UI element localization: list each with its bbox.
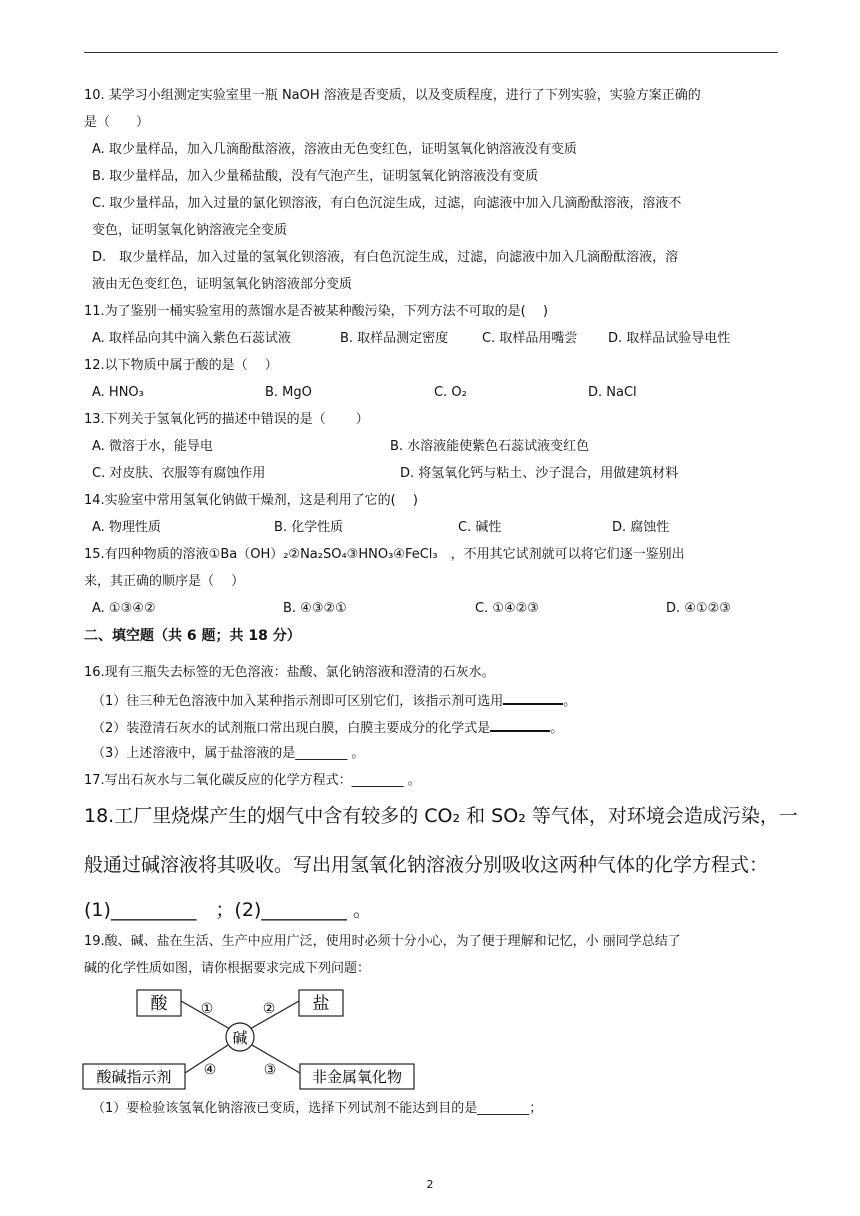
q16-part1-blank bbox=[503, 691, 563, 705]
q10-option-d-line1: D. 取少量样品，加入过量的氢氧化钡溶液，有白色沉淀生成，过滤，向滤液中加入几滴酚酞溶液，溶 bbox=[92, 250, 679, 265]
q14-option-c: C. 碱性 bbox=[458, 520, 502, 535]
q13-option-c: C. 对皮肤、衣服等有腐蚀作用 bbox=[92, 466, 266, 481]
q16-part2-end: 。 bbox=[550, 721, 564, 736]
q11-stem: 11.为了鉴别一桶实验室用的蒸馏水是否被某种酸污染，下列方法不可取的是( ) bbox=[84, 304, 548, 319]
q12-option-d: D. NaCl bbox=[588, 385, 637, 400]
q15-option-a: A. ①③④② bbox=[92, 601, 156, 616]
q19-stem-line1: 19.酸、碱、盐在生活、生产中应用广泛，使用时必须十分小心，为了便于理解和记忆，小 丽同学总结了 bbox=[84, 934, 681, 949]
q14-option-b: B. 化学性质 bbox=[274, 520, 344, 535]
q10-stem-line1: 10. 某学习小组测定实验室里一瓶 NaOH 溶液是否变质，以及变质程度，进行了下列实验，实验方案正确的 bbox=[84, 88, 701, 103]
q16-stem: 16.现有三瓶失去标签的无色溶液：盐酸、氯化钠溶液和澄清的石灰水。 bbox=[84, 665, 495, 680]
salt-label: 盐 bbox=[312, 994, 330, 1014]
q17-stem: 17.写出石灰水与二氧化碳反应的化学方程式：________ 。 bbox=[84, 773, 421, 788]
q11-option-d: D. 取样品试验导电性 bbox=[608, 331, 731, 346]
diagram-number-3: ③ bbox=[263, 1062, 277, 1078]
q15-option-d: D. ④①②③ bbox=[666, 601, 731, 616]
q19-sub1: （1）要检验该氢氧化钠溶液已变质，选择下列试剂不能达到目的是________； bbox=[92, 1101, 543, 1116]
q19-stem-line2: 碱的化学性质如图，请你根据要求完成下列问题： bbox=[84, 961, 371, 976]
q13-stem: 13.下列关于氢氧化钙的描述中错误的是（ ） bbox=[84, 412, 369, 427]
q10-stem-line2: 是（ ） bbox=[84, 115, 150, 130]
q14-option-a: A. 物理性质 bbox=[92, 520, 161, 535]
q18-line3: (1)_________ ；(2)_________ 。 bbox=[84, 899, 372, 921]
q13-option-d: D. 将氢氧化钙与粘土、沙子混合，用做建筑材料 bbox=[400, 466, 679, 481]
q15-option-b: B. ④③②① bbox=[283, 601, 347, 616]
q15-stem-line1: 15.有四种物质的溶液①Ba（OH）₂②Na₂SO₄③HNO₃④FeCl₃ ，不用其它试剂就可以将它们逐一鉴别出 bbox=[84, 547, 685, 562]
q16-part1 bbox=[92, 691, 576, 711]
acid-label: 酸 bbox=[150, 994, 168, 1014]
q16-part2-text: （2）装澄清石灰水的试剂瓶口常出现白膜，白膜主要成分的化学式是 bbox=[92, 721, 491, 736]
q10-option-c-line1: C. 取少量样品，加入过量的氯化钡溶液，有白色沉淀生成，过滤，向滤液中加入几滴酚酞溶液，溶液不 bbox=[92, 196, 682, 211]
q18-line1: 18.工厂里烧煤产生的烟气中含有较多的 CO₂ 和 SO₂ 等气体，对环境会造成污染，一 bbox=[84, 805, 798, 827]
nonmetal-oxide-label: 非金属氧化物 bbox=[311, 1068, 403, 1086]
page-number: 2 bbox=[426, 1178, 434, 1191]
q16-part1-end: 。 bbox=[563, 694, 577, 709]
q11-option-c: C. 取样品用嘴尝 bbox=[482, 331, 578, 346]
q12-option-a: A. HNO₃ bbox=[92, 385, 144, 400]
q16-part1-text: （1）往三种无色溶液中加入某种指示剂即可区别它们，该指示剂可选用 bbox=[92, 694, 504, 709]
q15-option-c: C. ①④②③ bbox=[475, 601, 539, 616]
q18-line2: 般通过碱溶液将其吸收。写出用氢氧化钠溶液分别吸收这两种气体的化学方程式： bbox=[84, 854, 769, 876]
q12-stem: 12.以下物质中属于酸的是（ ） bbox=[84, 358, 278, 373]
indicator-label: 酸碱指示剂 bbox=[96, 1068, 172, 1086]
diagram-number-4: ④ bbox=[203, 1062, 217, 1078]
diagram-number-2: ② bbox=[262, 1001, 276, 1017]
q12-option-c: C. O₂ bbox=[434, 385, 467, 400]
q15-stem-line2: 来，其正确的顺序是（ ） bbox=[84, 574, 245, 589]
base-properties-diagram bbox=[80, 985, 430, 1093]
q14-stem: 14.实验室中常用氢氧化钠做干燥剂，这是利用了它的( ) bbox=[84, 493, 418, 508]
q13-option-b: B. 水溶液能使紫色石蕊试液变红色 bbox=[390, 439, 590, 454]
q16-part2 bbox=[92, 718, 563, 738]
base-label: 碱 bbox=[232, 1029, 248, 1047]
q12-option-b: B. MgO bbox=[265, 385, 312, 400]
q16-part3: （3）上述溶液中，属于盐溶液的是________ 。 bbox=[92, 746, 365, 761]
q11-option-a: A. 取样品向其中滴入紫色石蕊试液 bbox=[92, 331, 291, 346]
q10-option-d-line2: 液由无色变红色，证明氢氧化钠溶液部分变质 bbox=[92, 277, 353, 292]
q13-option-a: A. 微溶于水，能导电 bbox=[92, 439, 213, 454]
q10-option-b: B. 取少量样品，加入少量稀盐酸，没有气泡产生，证明氢氧化钠溶液没有变质 bbox=[92, 169, 539, 184]
q11-option-b: B. 取样品测定密度 bbox=[340, 331, 449, 346]
q14-option-d: D. 腐蚀性 bbox=[612, 520, 670, 535]
diagram-number-1: ① bbox=[200, 1001, 214, 1017]
q10-option-c-line2: 变色，证明氢氧化钠溶液完全变质 bbox=[92, 223, 288, 238]
section-heading: 二、填空题（共 6 题；共 18 分） bbox=[84, 628, 301, 644]
header-rule bbox=[84, 52, 778, 53]
q16-part2-blank bbox=[490, 718, 550, 732]
q10-option-a: A. 取少量样品，加入几滴酚酞溶液，溶液由无色变红色，证明氢氧化钠溶液没有变质 bbox=[92, 142, 577, 157]
